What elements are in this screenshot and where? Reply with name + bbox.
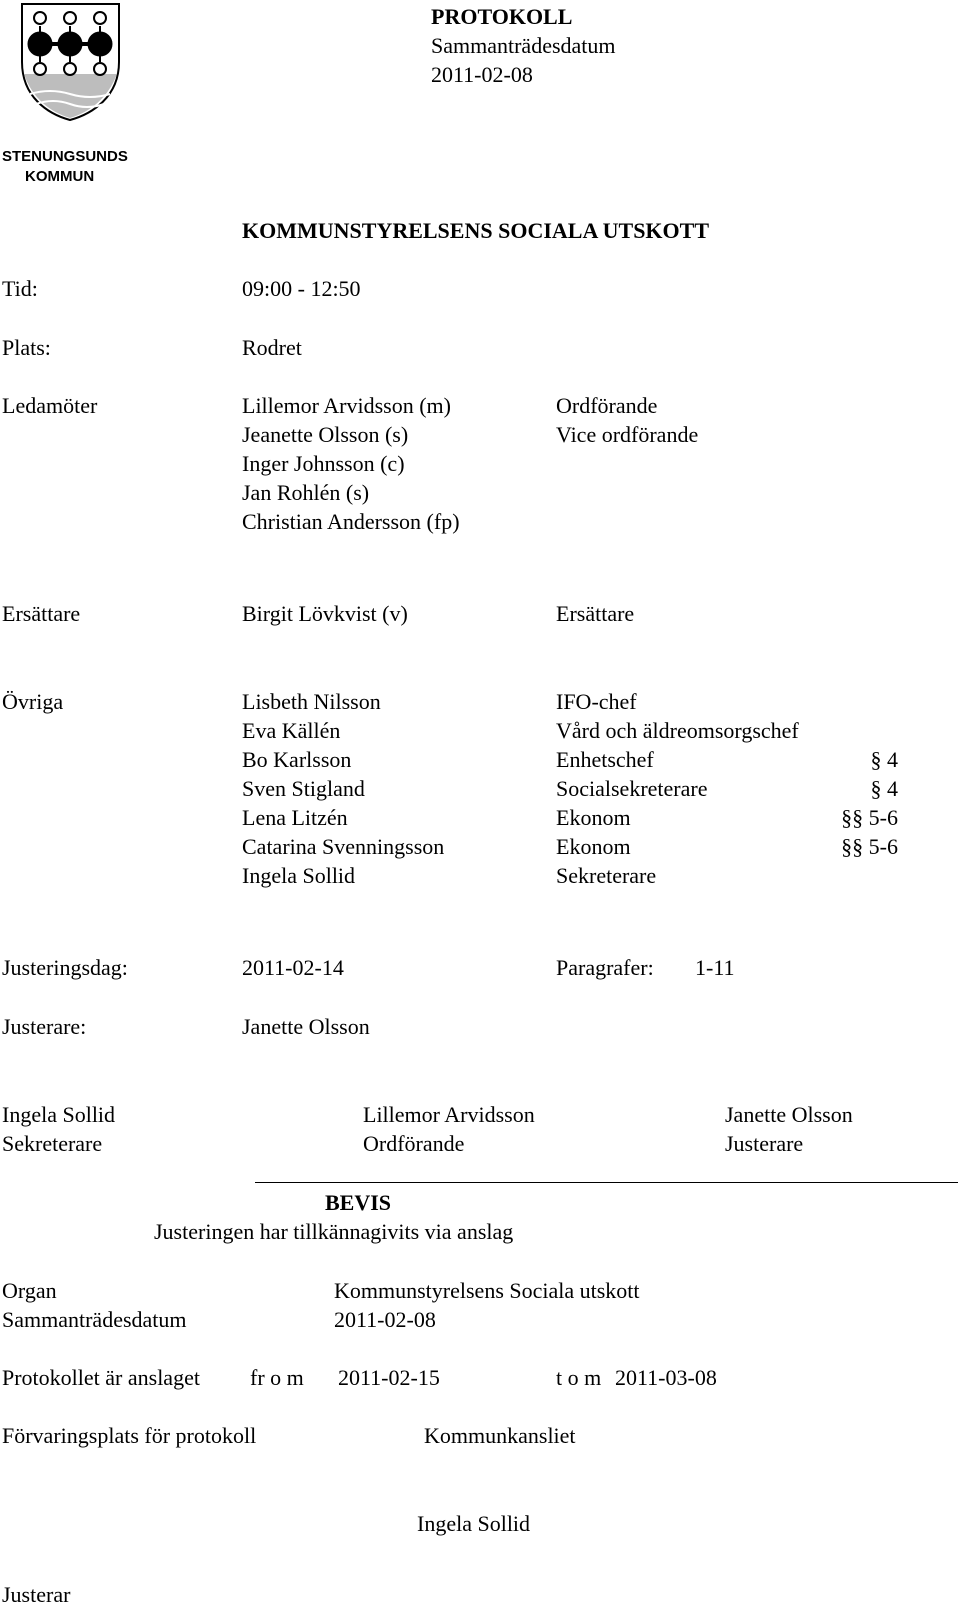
attendee-name: Eva Källén	[242, 718, 341, 743]
municipality-name-line1: STENUNGSUNDS	[2, 148, 128, 165]
attendee-role: Sekreterare	[556, 863, 657, 888]
member-name: Jeanette Olsson (s)	[242, 422, 409, 447]
attendee-name: Bo Karlsson	[242, 747, 352, 772]
others-roles	[556, 687, 799, 890]
attendee-role: Socialsekreterare	[556, 776, 708, 801]
member-name: Christian Andersson (fp)	[242, 509, 460, 534]
adjuster-name: Janette Olsson	[242, 1014, 370, 1039]
signature-secretary	[2, 1100, 115, 1158]
document-type-title: PROTOKOLL	[431, 4, 573, 29]
attendee-name: Lisbeth Nilsson	[242, 689, 381, 714]
substitute-role: Ersättare	[556, 601, 635, 626]
signature-name: Janette Olsson	[725, 1102, 853, 1127]
certificate-date-label: Sammanträdesdatum	[2, 1307, 187, 1332]
attendee-role: IFO-chef	[556, 689, 637, 714]
attendee-role: Ekonom	[556, 805, 631, 830]
attendee-paragraph: §§ 5-6	[841, 805, 898, 830]
members-names	[242, 391, 460, 536]
certificate-signer-role: Justerar	[2, 1582, 71, 1607]
municipality-name-line2: KOMMUN	[25, 168, 95, 185]
municipality-crest-logo	[20, 2, 121, 122]
members-label: Ledamöter	[2, 393, 98, 418]
signature-role: Ordförande	[363, 1131, 465, 1156]
time-value: 09:00 - 12:50	[242, 276, 361, 301]
posted-label: Protokollet är anslaget	[2, 1365, 200, 1390]
attendee-name: Lena Litzén	[242, 805, 348, 830]
attendee-paragraph: § 4	[870, 776, 898, 801]
posted-to-date: 2011-03-08	[615, 1365, 717, 1390]
storage-label: Förvaringsplats för protokoll	[2, 1423, 257, 1448]
committee-heading: KOMMUNSTYRELSENS SOCIALA UTSKOTT	[242, 218, 709, 243]
substitutes-label: Ersättare	[2, 601, 81, 626]
attendee-name: Sven Stigland	[242, 776, 365, 801]
member-role: Ordförande	[556, 393, 658, 418]
members-roles	[556, 391, 698, 449]
paragraphs-value: 1-11	[695, 955, 735, 980]
time-label: Tid:	[2, 276, 38, 301]
attendee-paragraph	[841, 687, 898, 716]
member-role: Vice ordförande	[556, 422, 699, 447]
posted-from-label: fr o m	[250, 1365, 304, 1390]
attendee-paragraph	[841, 861, 898, 890]
certificate-signer-name: Ingela Sollid	[417, 1511, 531, 1536]
certificate-divider	[255, 1182, 958, 1183]
signature-chair	[363, 1100, 535, 1158]
organ-label: Organ	[2, 1278, 57, 1303]
member-name: Lillemor Arvidsson (m)	[242, 393, 451, 418]
attendee-role: Vård och äldreomsorgschef	[556, 718, 799, 743]
substitute-name: Birgit Lövkvist (v)	[242, 601, 408, 626]
signature-name: Lillemor Arvidsson	[363, 1102, 535, 1127]
posted-from-date: 2011-02-15	[338, 1365, 440, 1390]
adjustment-day-label: Justeringsdag:	[2, 955, 128, 980]
certificate-subtitle: Justeringen har tillkännagivits via anslag	[154, 1219, 514, 1244]
attendee-paragraph: § 4	[870, 747, 898, 772]
meeting-date: 2011-02-08	[431, 62, 533, 87]
member-name: Inger Johnsson (c)	[242, 451, 405, 476]
certificate-date: 2011-02-08	[334, 1307, 436, 1332]
place-label: Plats:	[2, 335, 51, 360]
signature-role: Justerare	[725, 1131, 804, 1156]
attendee-paragraph	[841, 716, 898, 745]
attendee-role: Enhetschef	[556, 747, 654, 772]
meeting-date-label: Sammanträdesdatum	[431, 33, 616, 58]
signature-adjuster	[725, 1100, 853, 1158]
signature-role: Sekreterare	[2, 1131, 103, 1156]
adjustment-day: 2011-02-14	[242, 955, 344, 980]
paragraphs-label: Paragrafer:	[556, 955, 654, 980]
certificate-title: BEVIS	[325, 1190, 392, 1215]
attendee-name: Catarina Svenningsson	[242, 834, 445, 859]
attendee-role: Ekonom	[556, 834, 631, 859]
attendee-name: Ingela Sollid	[242, 863, 356, 888]
others-paragraphs	[841, 687, 898, 890]
others-names	[242, 687, 444, 890]
member-name: Jan Rohlén (s)	[242, 480, 370, 505]
others-label: Övriga	[2, 689, 64, 714]
adjuster-label: Justerare:	[2, 1014, 87, 1039]
storage-value: Kommunkansliet	[424, 1423, 576, 1448]
organ-value: Kommunstyrelsens Sociala utskott	[334, 1278, 640, 1303]
place-value: Rodret	[242, 335, 302, 360]
attendee-paragraph: §§ 5-6	[841, 834, 898, 859]
signature-name: Ingela Sollid	[2, 1102, 116, 1127]
posted-to-label: t o m	[556, 1365, 602, 1390]
